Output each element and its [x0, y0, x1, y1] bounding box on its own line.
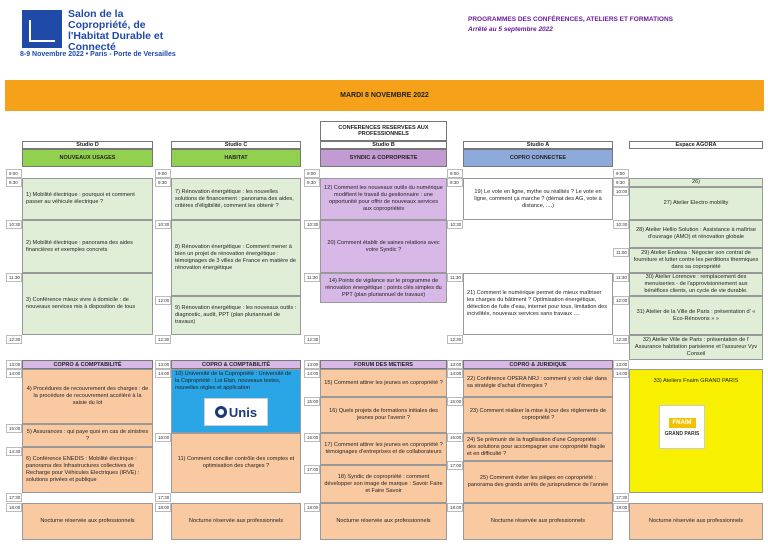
theme2-studio-d: COPRO & COMPTABILITÉ [22, 360, 153, 369]
session-d4[interactable]: 4) Procédures de recouvrement des charges : de la procédure de recouvrement accéléré à la saisie du lot [22, 369, 153, 424]
session-a22[interactable]: 22) Conférence OPERA NRJ : comment y voir clair dans sa stratégie d'achat d'énergies ? [463, 369, 613, 397]
theme-studio-d: NOUVEAUX USAGES [22, 149, 153, 167]
time-1500: 15:00 [6, 424, 22, 433]
unis-logo-text: Unis [228, 404, 258, 420]
time-1700: 17:00 [304, 465, 320, 474]
time-1400: 14:00 [613, 369, 629, 378]
time-1400: 14:00 [447, 369, 463, 378]
time-1030: 10:30 [447, 220, 463, 229]
time-1730: 17:30 [155, 493, 171, 502]
session-e26[interactable]: 26) [629, 178, 763, 187]
unis-logo [204, 398, 268, 426]
time-1800: 18:00 [155, 503, 171, 512]
time-1600: 16:00 [304, 433, 320, 442]
time-1800: 18:00 [613, 503, 629, 512]
session-a23[interactable]: 23) Comment réaliser la mise à jour des règlements de copropriété ? [463, 397, 613, 433]
session-e29[interactable]: 29) Atelier Endesa : Négocier son contrat de fourniture et lutter contre les perditions thermiques dans sa copropriété [629, 248, 763, 273]
time-930: 9:30 [6, 178, 22, 187]
theme-studio-c: HABITAT [171, 149, 301, 167]
time-1030: 10:30 [6, 220, 22, 229]
time-1300: 13:00 [447, 360, 463, 369]
arrete-date: Arrêté au 5 septembre 2022 [468, 26, 553, 33]
time-1230: 12:30 [304, 335, 320, 344]
session-b18[interactable]: 18) Syndic de copropriété : comment développer son image de marque : Savoir Faire et Faire Savoir [320, 465, 447, 503]
session-e32[interactable]: 32) Atelier Ville de Paris : présentation de l' Assurance habitation parisienne et l'assureur Vyv Conseil [629, 335, 763, 360]
session-a21[interactable]: 21) Comment le numérique permet de mieux maîtriser les charges du bâtiment ? Optimisation énergétique, détection de fuite d'eau, internet pour tous, limitation des incivilités, nouveaux services sans travaux .... [463, 273, 613, 335]
session-b13[interactable]: 20) Comment établir de saines relations avec votre Syndic ? [320, 220, 447, 273]
theme-studio-b: SYNDIC & COPROPRIETE [320, 149, 447, 167]
time-900: 9:00 [447, 169, 463, 178]
programme-title: PROGRAMMES DES CONFÉRENCES, ATELIERS ET FORMATIONS [468, 16, 674, 23]
nocturne-studio-c: Nocturne réservée aux professionnels [171, 503, 301, 540]
time-1400: 14:00 [155, 369, 171, 378]
time-1230: 12:30 [6, 335, 22, 344]
time-930: 9:30 [304, 178, 320, 187]
time-900: 9:00 [304, 169, 320, 178]
salon-logo-icon [22, 10, 62, 48]
time-1300: 13:00 [613, 360, 629, 369]
session-e27[interactable]: 27) Atelier Electro mobility [629, 187, 763, 220]
time-1430: 14:30 [6, 447, 22, 456]
time-1030: 10:30 [155, 220, 171, 229]
fnaim-logo-sub: GRAND PARIS [664, 430, 700, 437]
time-1000: 10:00 [613, 187, 629, 196]
session-c8[interactable]: 8) Rénovation énergétique : Comment mener à bien un projet de rénovation énergétique : témoignages de 3 villes de France en matière de rénovation énergétique [171, 220, 301, 296]
time-1130: 11:30 [447, 273, 463, 282]
time-1700: 17:00 [447, 461, 463, 470]
time-1300: 13:00 [155, 360, 171, 369]
room-agora: Espace AGORA [629, 141, 763, 149]
theme2-studio-a: COPRO & JURIDIQUE [463, 360, 613, 369]
time-1130: 11:30 [304, 273, 320, 282]
fnaim-logo [659, 405, 705, 449]
nocturne-studio-b: Nocturne réservée aux professionnels [320, 503, 447, 540]
time-1230: 12:30 [613, 335, 629, 344]
nocturne-studio-a: Nocturne réservée aux professionnels [463, 503, 613, 540]
time-1200: 12:00 [613, 296, 629, 305]
session-b16[interactable]: 16) Quels projets de formations initiales des jeunes pour l'avenir ? [320, 397, 447, 433]
programme-header [468, 15, 673, 35]
session-e28[interactable]: 28) Atelier Hellio Solution : Assistance à maîtrise d'ouvrage (AMO) et rénovation globale [629, 220, 763, 248]
room-studio-d: Studio D [22, 141, 153, 149]
time-1800: 18:00 [304, 503, 320, 512]
nocturne-agora: Nocturne réservée aux professionnels [629, 503, 763, 540]
time-1800: 18:00 [447, 503, 463, 512]
room-studio-b: Studio B [320, 141, 447, 149]
time-1500: 15:00 [447, 397, 463, 406]
session-c7[interactable]: 7) Rénovation énergétique : les nouvelles solutions de financement : panorama des aides, critères d'éligibilité, comment les obtenir ? [171, 178, 301, 220]
salon-title: Salon de la Copropriété, de l'Habitat Durable et Connecté [68, 8, 164, 53]
session-e33[interactable]: 33) Ateliers Fnaim GRAND PARIS [629, 369, 763, 493]
time-1230: 12:30 [155, 335, 171, 344]
time-1730: 17:30 [6, 493, 22, 502]
time-1300: 13:00 [6, 360, 22, 369]
time-1030: 10:30 [304, 220, 320, 229]
time-1800: 18:00 [6, 503, 22, 512]
time-1600: 16:00 [447, 433, 463, 442]
time-1030: 10:30 [613, 220, 629, 229]
theme2-studio-c: COPRO & COMPTABILITÉ [171, 360, 301, 369]
time-1130: 11:30 [6, 273, 22, 282]
time-1400: 14:00 [304, 369, 320, 378]
session-a25[interactable]: 25) Comment éviter les pièges en copropriété : panorama des grands arrêts de jurisprudence de l'année [463, 461, 613, 503]
session-d6[interactable]: 6) Conférence ENEDIS : Mobilité électrique : panorama des Infrastructures collectives de Recharge pour Véhicules Electriques (IRVE) : solutions privées et publique [22, 447, 153, 493]
time-1230: 12:30 [447, 335, 463, 344]
session-c10[interactable]: 10) Université de la Copropriété : Université de la Copropriété : Loi Elan, nouveaux textes, nouvelles règles et application [171, 369, 301, 433]
session-a24[interactable]: 24) Se prémunir de la fragilisation d'une Copropriété : des solutions pour accompagner une copropriété fragile et en difficulté ? [463, 433, 613, 461]
session-d1[interactable]: 1) Mobilité électrique : pourquoi et comment passer au véhicule électrique ? [22, 178, 153, 220]
session-d5[interactable]: 5) Assurances : qui paye quoi en cas de sinistres ? [22, 424, 153, 447]
room-studio-a: Studio A [463, 141, 613, 149]
session-b12[interactable]: 12) Comment les nouveaux outils du numérique modifient le travail du gestionnaire : une opportunité pour offrir de nouveaux services aux copropriétés [320, 178, 447, 220]
time-1300: 13:00 [304, 360, 320, 369]
session-d2[interactable]: 2) Mobilité électrique : panorama des aides financières et exemples concrets [22, 220, 153, 273]
time-900: 9:00 [6, 169, 22, 178]
session-c9[interactable]: 9) Rénovation énergétique : les nouveaux outils : diagnostic, audit, PPT (plan pluriannuel de travaux) [171, 296, 301, 335]
time-1200: 12:00 [155, 296, 171, 305]
time-1500: 15:00 [304, 397, 320, 406]
time-930: 9:30 [447, 178, 463, 187]
session-b14[interactable]: 14) Points de vigilance sur le programme de rénovation énergétique : points clés simples du PPT (plan pluriannuel de travaux) [320, 273, 447, 303]
session-b15[interactable]: 15) Comment attirer les jeunes en copropriété ? [320, 369, 447, 397]
time-1400: 14:00 [6, 369, 22, 378]
session-b17[interactable]: 17) Comment attirer les jeunes en copropriété ? témoignages d'entreprises et de collaborateurs [320, 433, 447, 465]
unis-logo-icon [215, 406, 227, 418]
time-900: 9:00 [155, 169, 171, 178]
theme-studio-a: COPRO CONNECTEE [463, 149, 613, 167]
room-studio-c: Studio C [171, 141, 301, 149]
time-1730: 17:30 [613, 493, 629, 502]
session-d3[interactable]: 3) Conférence mieux vivre à domicile : de nouveaux services mis à disposition de tous [22, 273, 153, 335]
theme2-studio-b: FORUM DES METIERS [320, 360, 447, 369]
session-c11[interactable]: 11) Comment concilier contrôle des comptes et optimisation des charges ? [171, 433, 301, 493]
day-banner: MARDI 8 NOVEMBRE 2022 [5, 80, 764, 111]
time-930: 9:30 [155, 178, 171, 187]
session-a19[interactable]: 19) Le vote en ligne, mythe ou réalités ? Le vote en ligne, comment ça marche ? (démat des AG, vote à distance, ....) [463, 178, 613, 220]
time-930: 9:30 [613, 178, 629, 187]
nocturne-studio-d: Nocturne réservée aux professionnels [22, 503, 153, 540]
fnaim-logo-text: FNAIM [669, 418, 696, 428]
time-1130: 11:30 [613, 273, 629, 282]
session-e30[interactable]: 30) Atelier Lorenove : remplacement des menuiseries - de l'approvisionnement aux bénéfices clients, un cycle de vie durable. [629, 273, 763, 296]
time-1100: 11:00 [613, 248, 629, 257]
salon-dates: 8-9 Novembre 2022 • Paris - Porte de Versailles [20, 51, 176, 58]
time-1600: 16:00 [155, 433, 171, 442]
reserved-note: CONFERENCES RESERVEES AUX PROFESSIONNELS [320, 121, 447, 141]
session-e31[interactable]: 31) Atelier de la Ville de Paris : présentation d' « Eco-Rénovons » » [629, 296, 763, 335]
time-900: 9:00 [613, 169, 629, 178]
